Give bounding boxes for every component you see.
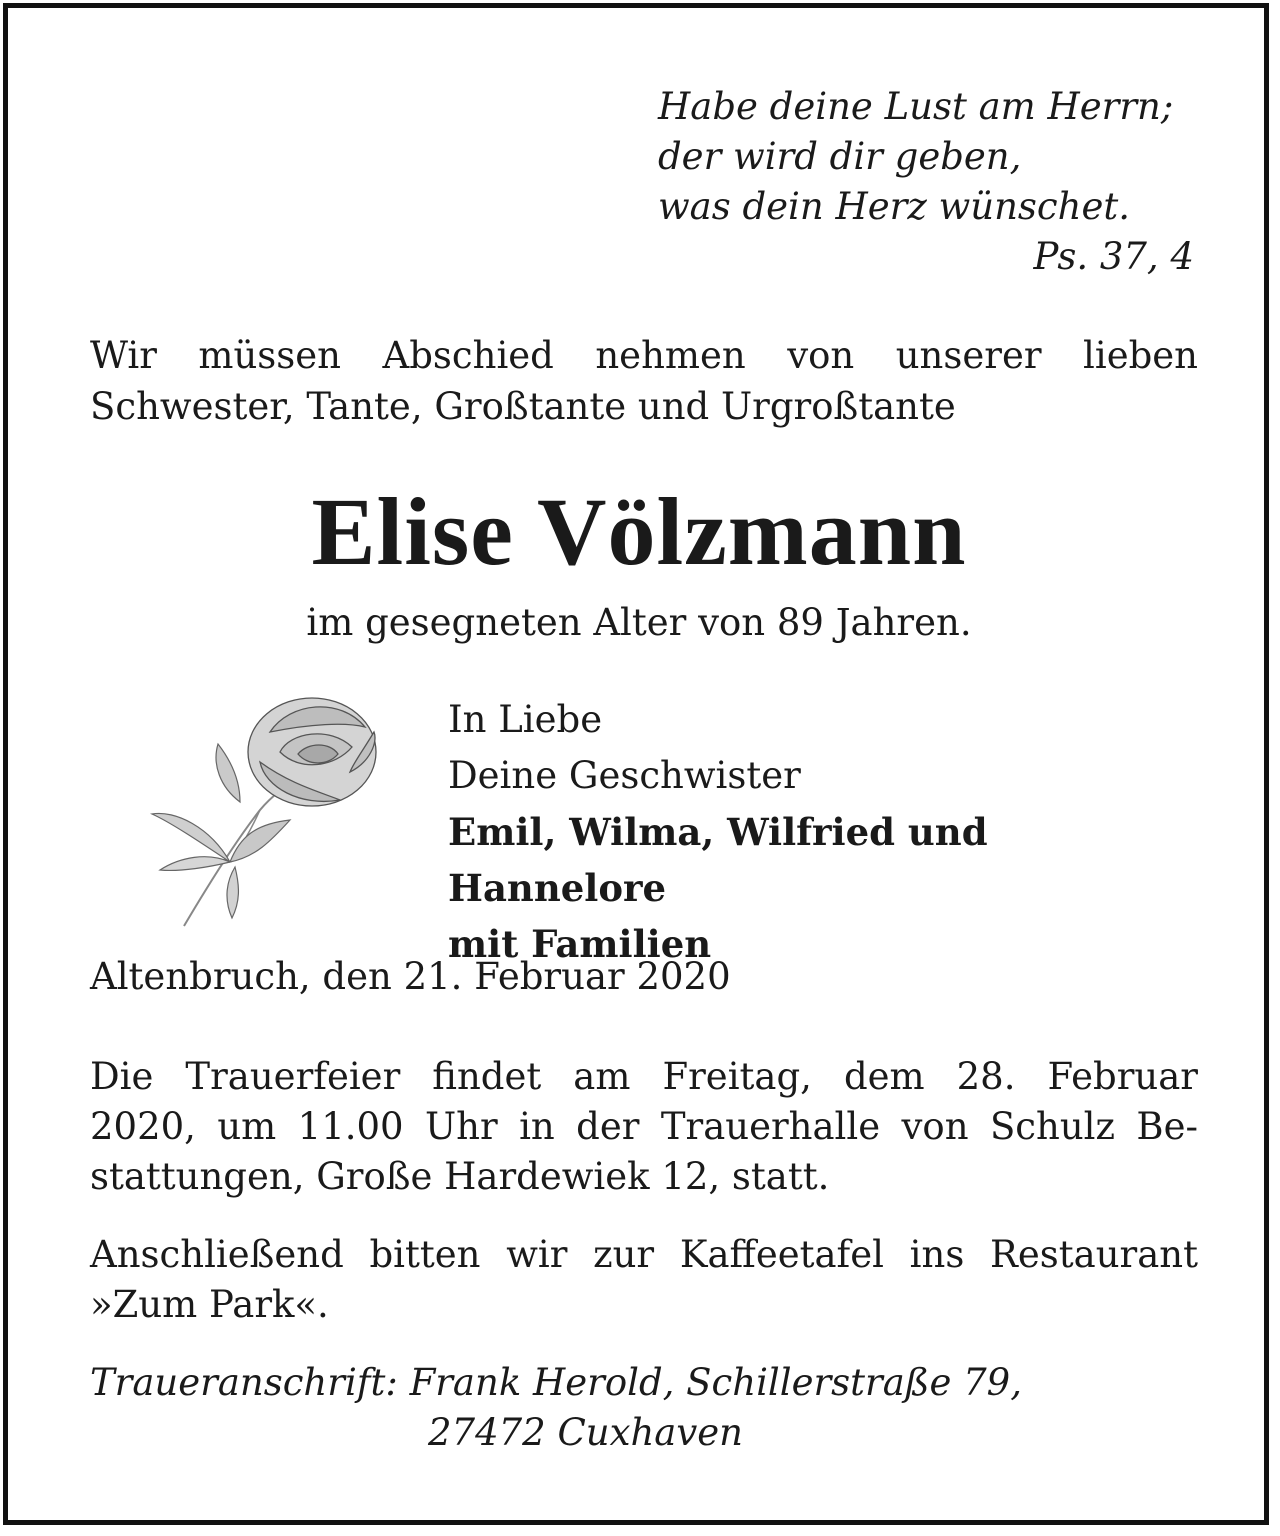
mourner-families: mit Familien (448, 922, 712, 966)
intro-text (90, 330, 1198, 432)
intro-line: Wir müssen Abschied nehmen von unserer lieben (90, 334, 1198, 377)
mourner-names: Emil, Wilma, Wilfried und Hannelore (448, 810, 988, 910)
deceased-name: Elise Völzmann (311, 478, 967, 585)
bible-verse (658, 82, 1198, 282)
signoff (448, 692, 1208, 972)
reception-line: »Zum Park«. (90, 1283, 329, 1326)
mourning-address (90, 1358, 1198, 1458)
age-line: im gesegneten Alter von 89 Jahren. (306, 601, 972, 644)
signoff-line: Deine Geschwister (448, 754, 801, 797)
funeral-line: Die Trauerfeier findet am Freitag, dem 28. Februar (90, 1055, 1198, 1098)
rose-icon (140, 692, 390, 930)
verse-line: was dein Herz wünschet. (658, 185, 1130, 228)
reception-details (90, 1230, 1198, 1330)
intro-line: Schwester, Tante, Großtante und Urgroßtante (90, 385, 956, 428)
address-line: Traueranschrift: Frank Herold, Schillerstraße 79, (90, 1361, 1022, 1404)
signoff-line: In Liebe (448, 698, 603, 741)
funeral-line: 2020, um 11.00 Uhr in der Trauerhalle von Schulz Be- (90, 1105, 1198, 1148)
funeral-details (90, 1052, 1198, 1202)
obituary-notice (3, 3, 1269, 1525)
reception-line: Anschließend bitten wir zur Kaffeetafel ins Restaurant (90, 1233, 1198, 1276)
funeral-line: stattungen, Große Hardewiek 12, statt. (90, 1155, 830, 1198)
verse-line: der wird dir geben, (658, 135, 1022, 178)
verse-line: Habe deine Lust am Herrn; (658, 85, 1174, 128)
verse-reference: Ps. 37, 4 (1033, 235, 1194, 278)
address-line: 27472 Cuxhaven (428, 1411, 743, 1454)
place-date: Altenbruch, den 21. Februar 2020 (90, 955, 731, 998)
